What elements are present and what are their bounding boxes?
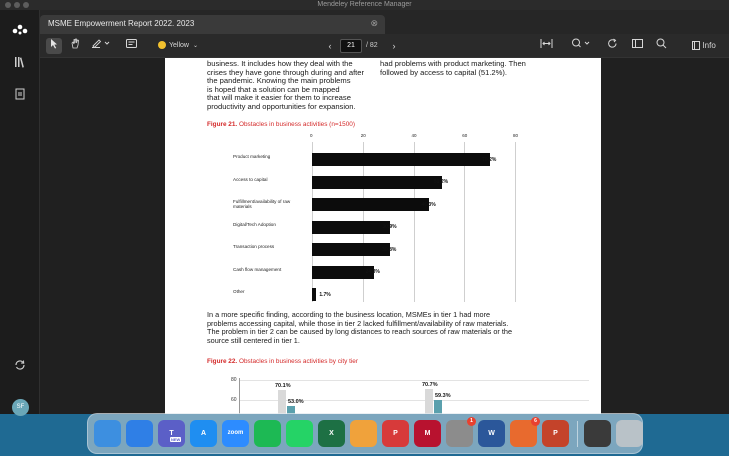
y-axis	[239, 378, 240, 414]
bar	[312, 176, 442, 189]
category-label: Fulfillment/availability of raw materials	[233, 199, 291, 209]
bar-value-label: 30.8%	[382, 246, 397, 253]
info-button[interactable]	[686, 38, 722, 54]
office-icon[interactable]	[510, 420, 537, 447]
finder-icon[interactable]	[94, 420, 121, 447]
teams-icon[interactable]: T NEW	[158, 420, 185, 447]
bar	[312, 221, 390, 234]
search-icon[interactable]	[654, 38, 668, 54]
text-line: that will make it easier for them to increase	[207, 93, 351, 103]
mendeley-icon[interactable]: M	[414, 420, 441, 447]
window-title: Mendeley Reference Manager	[317, 1, 412, 8]
x-tick-label: 80	[513, 133, 519, 138]
gridline	[464, 142, 465, 302]
category-label: Digital/Tech Adoption	[233, 221, 276, 227]
bar-value-label: 30.9%	[382, 224, 397, 230]
notification-badge: 6	[531, 417, 540, 426]
column-value-label: 53.0%	[288, 399, 304, 406]
bar	[312, 243, 390, 256]
figure-21-caption: Obstacles in business activities (n=1500)	[238, 121, 355, 128]
bar-value-label: 46.3%	[421, 201, 436, 208]
mendeley-logo-icon[interactable]	[12, 24, 28, 40]
category-label: Other	[233, 289, 245, 294]
x-tick-label: 0	[310, 133, 313, 138]
notebook-icon[interactable]	[12, 88, 28, 104]
text-line: problems accessing capital, while those in tier 2 lacked fulfillment/availability of raw materials.	[207, 318, 509, 328]
figure-22-title	[207, 358, 358, 365]
category-label: Transaction process	[233, 244, 275, 249]
figure-21-number: Figure 21.	[207, 121, 238, 128]
system-settings-icon[interactable]	[446, 420, 473, 447]
text-line: source still centered in tier 1.	[207, 335, 300, 345]
word-icon[interactable]: W	[478, 420, 505, 447]
tab-label: MSME Empowerment Report 2022. 2023	[48, 19, 195, 28]
hand-tool-icon[interactable]	[68, 38, 82, 54]
whatsapp-icon[interactable]	[286, 420, 313, 447]
bar-value-label: 1.7%	[319, 291, 331, 298]
zoom-icon[interactable]: zoom	[222, 420, 249, 447]
pdf-page	[165, 58, 601, 414]
page-number-input[interactable]: 21	[340, 39, 362, 53]
downloads-icon[interactable]	[584, 420, 611, 447]
body-paragraph	[207, 311, 587, 345]
figure-21-title	[207, 121, 355, 128]
powerpoint-icon[interactable]: P	[542, 420, 569, 447]
info-label: Info	[702, 41, 716, 50]
y-tick-label: 80	[231, 377, 237, 383]
text-line: business. It includes how they deal with the	[207, 59, 353, 68]
gridline	[515, 142, 516, 302]
text-line: The problem in tier 2 can be caused by long distances to reach sources of raw materials or the	[207, 327, 513, 337]
column-value-label: 59.3%	[435, 393, 451, 400]
text-line: followed by access to capital (51.2%).	[380, 67, 508, 77]
safari-icon[interactable]	[126, 420, 153, 447]
notification-badge: 1	[467, 417, 476, 426]
title-bar	[0, 0, 729, 10]
figure-22-number: Figure 22.	[207, 358, 238, 365]
yellow-swatch-icon	[158, 41, 166, 49]
column-value-label: 70.1%	[275, 382, 291, 389]
bar-value-label: 51.2%	[433, 179, 449, 185]
bar	[312, 288, 316, 301]
note-tool-icon[interactable]	[124, 38, 138, 54]
category-label: Access to capital	[233, 176, 268, 182]
excel-icon[interactable]: X	[318, 420, 345, 447]
text-line: the pandemic. Knowing the main problems	[207, 76, 351, 86]
bar-value-label: 24.3%	[365, 269, 380, 275]
page-total: / 82	[366, 42, 378, 49]
left-sidebar	[0, 10, 40, 414]
pdf-toolbar	[40, 34, 729, 58]
text-line: is hoped that a solution can be mapped	[207, 84, 340, 94]
previous-page-button[interactable]: ‹	[328, 41, 332, 51]
chevron-down-icon: ⌄	[192, 43, 198, 49]
bar	[312, 266, 374, 279]
bar	[312, 198, 429, 211]
library-icon[interactable]	[12, 56, 28, 72]
avatar[interactable]: SF	[12, 399, 29, 416]
select-tool-icon[interactable]	[46, 38, 62, 54]
sidebar-toggle-icon[interactable]	[630, 38, 644, 54]
bar-value-label: 70.2%	[482, 156, 497, 163]
document-tab[interactable]	[40, 15, 385, 34]
sync-icon[interactable]	[12, 359, 28, 375]
category-label: Cash flow management	[233, 266, 282, 272]
text-line: had problems with product marketing. Then	[380, 59, 526, 68]
column-value-label: 70.7%	[422, 382, 438, 389]
x-tick-label: 20	[360, 133, 366, 138]
highlight-color-label: Yellow	[169, 42, 189, 49]
fit-width-icon[interactable]	[538, 38, 554, 54]
x-tick-label: 60	[462, 133, 468, 138]
bar	[312, 153, 490, 166]
x-tick-label: 40	[411, 133, 417, 138]
text-line: crises they have gone through during and after	[207, 67, 365, 77]
preview-icon[interactable]: P	[382, 420, 409, 447]
teams-new-label: NEW	[171, 437, 181, 442]
y-tick-label: 60	[231, 396, 237, 403]
dock-separator	[577, 421, 578, 447]
column-bar	[425, 389, 433, 414]
dock	[87, 413, 643, 454]
figure-22-caption: Obstacles in business activities by city tier	[238, 358, 358, 365]
category-label: Product marketing	[233, 154, 271, 159]
photos-icon[interactable]	[350, 420, 377, 447]
tab-bar	[40, 10, 729, 34]
trash-icon[interactable]	[616, 420, 643, 447]
column-right-text	[380, 60, 580, 77]
spotify-icon[interactable]	[254, 420, 281, 447]
tab-close-icon[interactable]: ⊗	[370, 18, 378, 28]
text-line: productivity and opportunities for expansion.	[207, 101, 356, 111]
app-store-icon[interactable]: A	[190, 420, 217, 447]
highlight-color-dropdown[interactable]	[158, 38, 208, 54]
next-page-button[interactable]: ›	[392, 41, 396, 51]
zoom-dropdown-icon[interactable]	[570, 38, 592, 54]
pen-tool-icon[interactable]	[90, 38, 112, 54]
text-line: In a more specific finding, according to the business location, MSMEs in tier 1 had more	[207, 310, 491, 319]
column-bar	[278, 390, 286, 414]
rotate-icon[interactable]	[605, 38, 619, 54]
gridline	[239, 380, 589, 381]
pdf-viewer[interactable]	[40, 58, 729, 414]
column-bar	[434, 400, 442, 414]
gridline	[414, 142, 415, 302]
